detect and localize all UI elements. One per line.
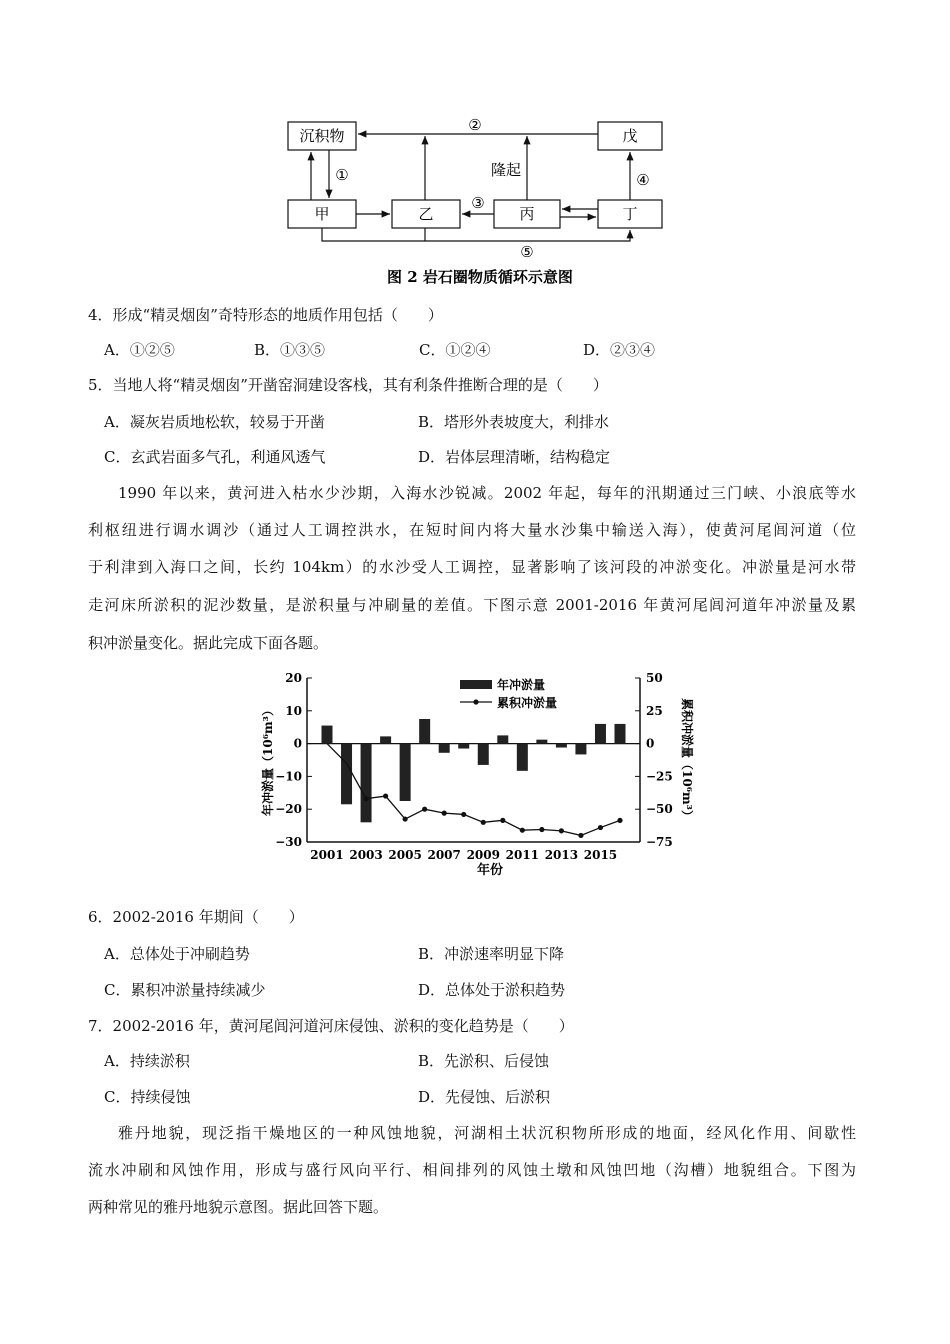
bar-2010 (497, 735, 508, 743)
x-tick-label: 2003 (349, 848, 383, 862)
legend-line-label: 累积冲淤量 (497, 696, 558, 710)
point-2006 (422, 807, 427, 812)
passage2-line: 雅丹地貌，现泛指干燥地区的一种风蚀地貌，河湖相土状沉积物所形成的地面，经风化作用、间歇性 (118, 1124, 856, 1142)
point-2008 (461, 812, 466, 817)
point-2009 (481, 820, 486, 825)
legend-bar-swatch (460, 680, 492, 689)
box-sediment-label: 沉积物 (299, 127, 345, 145)
q4-option-b: B．①③⑤ (254, 341, 326, 359)
right-tick-label: −75 (646, 835, 673, 849)
q7-option-a: A．持续淤积 (104, 1052, 190, 1070)
box-yi-label: 乙 (418, 205, 434, 223)
x-axis-title: 年份 (476, 863, 504, 878)
passage2-line: 流水冲刷和风蚀作用，形成与盛行风向平行、相间排列的风蚀土墩和风蚀凹地（沟槽）地貌组合。下图为 (88, 1161, 856, 1179)
q6-stem: 6．2002-2016 年期间（ ） (88, 908, 304, 926)
point-2010 (500, 818, 505, 823)
passage2-line: 两种常见的雅丹地貌示意图。据此回答下题。 (88, 1198, 389, 1216)
q6-option-d: D．总体处于淤积趋势 (418, 981, 566, 999)
bar-2004 (380, 736, 391, 743)
x-tick-label: 2011 (505, 848, 540, 862)
q4-option-a: A．①②⑤ (104, 341, 175, 359)
q5-option-c: C．玄武岩面多气孔，利通风透气 (104, 448, 326, 466)
q7-option-c: C．持续侵蚀 (104, 1088, 191, 1106)
rock-cycle-diagram (0, 0, 950, 300)
label-4: ④ (636, 171, 650, 189)
q5-option-d: D．岩体层理清晰，结构稳定 (418, 448, 611, 466)
scour-silting-chart (0, 660, 950, 890)
label-2: ② (468, 116, 482, 134)
passage1-line: 走河床所淤积的泥沙数量，是淤积量与冲刷量的差值。下图示意 2001-2016 年黄河尾闾河道年冲淤量及累 (88, 596, 856, 614)
point-2004 (383, 793, 388, 798)
point-2007 (442, 811, 447, 816)
bar-2012 (536, 740, 547, 744)
bar-2013 (556, 744, 567, 748)
bar-2008 (458, 744, 469, 749)
passage1-line: 积冲淤量变化。据此完成下面各题。 (88, 634, 329, 652)
label-1: ① (335, 166, 349, 184)
bar-2006 (419, 719, 430, 744)
box-ding-label: 丁 (622, 205, 638, 223)
left-tick-label: −10 (275, 769, 302, 784)
x-tick-label: 2009 (466, 848, 500, 862)
x-tick-label: 2005 (388, 848, 422, 862)
bar-2014 (575, 744, 586, 755)
bar-2003 (361, 744, 372, 823)
box-wu-label: 戊 (622, 127, 638, 145)
right-tick-label: 50 (646, 671, 663, 685)
right-tick-label: −50 (646, 802, 673, 817)
q5-option-a: A．凝灰岩质地松软，较易于开凿 (104, 413, 325, 431)
q6-option-a: A．总体处于冲刷趋势 (104, 945, 250, 963)
bar-2011 (517, 744, 528, 771)
point-2015 (598, 825, 603, 830)
q7-option-d: D．先侵蚀、后淤积 (418, 1088, 551, 1106)
point-2012 (539, 827, 544, 832)
q6-option-b: B．冲淤速率明显下降 (418, 945, 565, 963)
right-tick-label: 25 (646, 703, 663, 718)
right-tick-label: −25 (646, 769, 673, 784)
left-axis-title: 年冲淤量（10⁶m³） (261, 704, 275, 816)
point-2011 (520, 828, 525, 833)
right-axis-title: 累积冲淤量（10⁶m³） (680, 698, 694, 822)
label-5: ⑤ (520, 243, 534, 261)
point-2003 (363, 796, 368, 801)
q4-stem: 4．形成“精灵烟囱”奇特形态的地质作用包括（ ） (88, 306, 443, 324)
left-tick-label: 0 (293, 736, 302, 751)
left-tick-label: −20 (275, 802, 302, 817)
x-tick-label: 2013 (544, 848, 579, 862)
bar-2002 (341, 744, 352, 805)
q6-option-c: C．累积冲淤量持续减少 (104, 981, 266, 999)
box-jia-label: 甲 (314, 205, 330, 223)
diagram-caption: 图 2 岩石圈物质循环示意图 (387, 268, 573, 286)
bar-2007 (439, 744, 450, 753)
point-2016 (617, 818, 622, 823)
q4-option-d: D．②③④ (583, 341, 656, 359)
passage1-line: 利枢纽进行调水调沙（通过人工调控洪水，在短时间内将大量水沙集中输送入海），使黄河尾闾河道（位 (88, 521, 856, 539)
legend-line-marker (473, 699, 478, 704)
point-2013 (559, 828, 564, 833)
q7-stem: 7．2002-2016 年，黄河尾闾河道河床侵蚀、淤积的变化趋势是（ ） (88, 1017, 574, 1035)
right-tick-label: 0 (646, 736, 655, 751)
box-bing-label: 丙 (519, 205, 535, 223)
bar-2009 (478, 744, 489, 765)
label-3: ③ (471, 194, 485, 212)
q7-option-b: B．先淤积、后侵蚀 (418, 1052, 550, 1070)
legend-bar-label: 年冲淤量 (497, 678, 546, 692)
point-2005 (403, 816, 408, 821)
bar-2005 (400, 744, 411, 801)
x-tick-label: 2001 (310, 848, 344, 862)
bar-2001 (322, 726, 333, 744)
x-tick-label: 2015 (583, 848, 618, 862)
left-tick-label: 10 (285, 703, 302, 718)
left-tick-label: −30 (275, 835, 302, 849)
passage1-line: 于利津到入海口之间，长约 104km）的水沙受人工调控，显著影响了该河段的冲淤变化。冲淤量是河水带 (88, 558, 856, 576)
label-uplift: 隆起 (490, 161, 522, 179)
x-tick-label: 2007 (427, 848, 461, 862)
q5-stem: 5．当地人将“精灵烟囱”开凿窑洞建设客栈，其有利条件推断合理的是（ ） (88, 376, 608, 394)
q4-option-c: C．①②④ (419, 341, 491, 359)
bar-2016 (615, 724, 626, 744)
bar-2015 (595, 724, 606, 744)
q5-option-b: B．塔形外表坡度大，利排水 (418, 413, 610, 431)
point-2014 (578, 833, 583, 838)
left-tick-label: 20 (285, 671, 302, 685)
passage1-line: 1990 年以来，黄河进入枯水少沙期，入海水沙锐减。2002 年起，每年的汛期通过三门峡、小浪底等水 (118, 484, 856, 502)
